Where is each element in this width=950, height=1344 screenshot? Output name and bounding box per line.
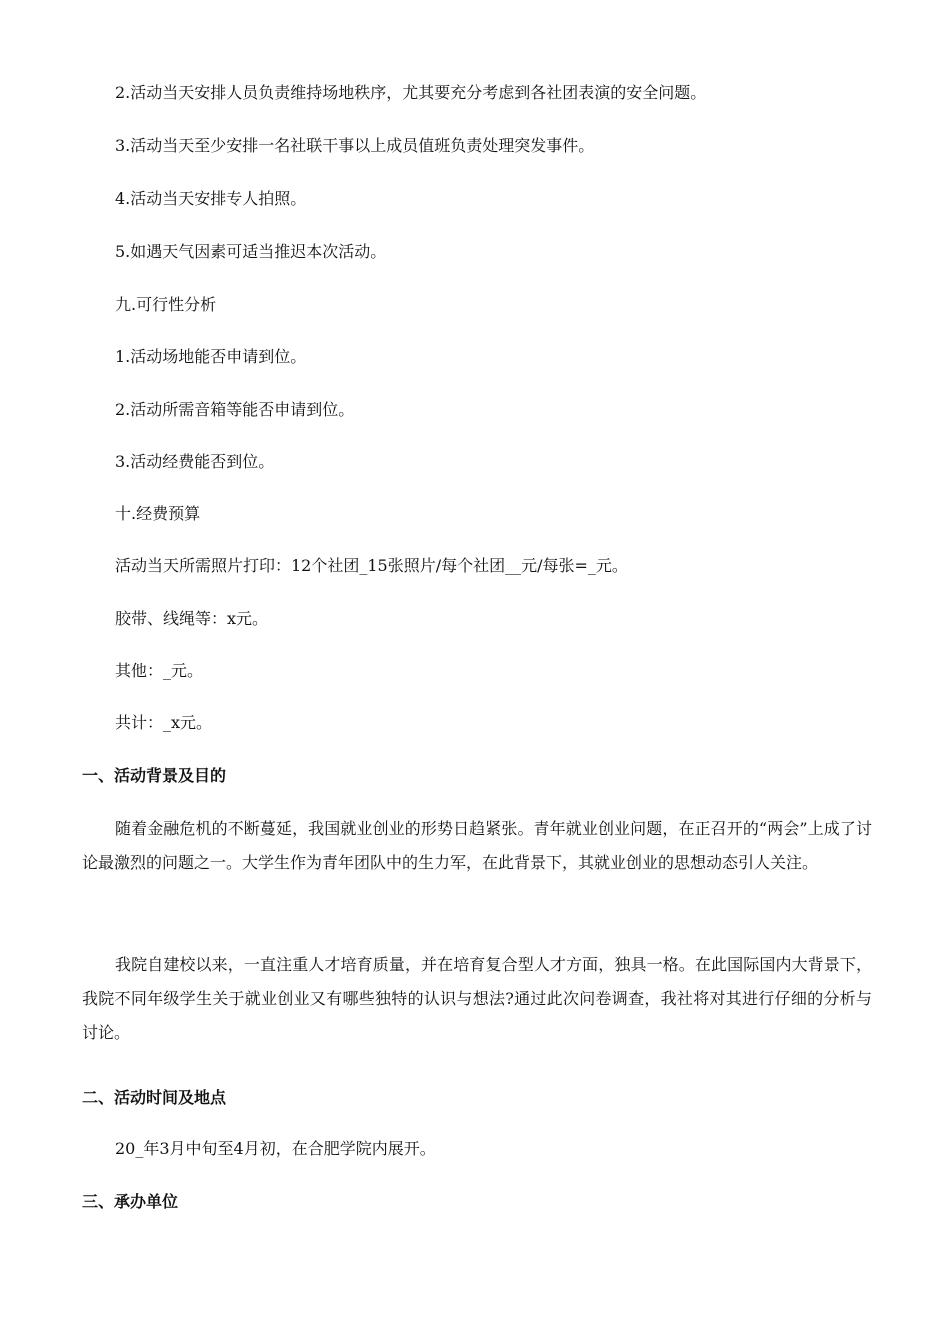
time-place-text: 20_年3月中旬至4月初，在合肥学院内展开。 (115, 1139, 436, 1158)
paragraph-background-2: 我院自建校以来，一直注重人才培育质量，并在培育复合型人才方面，独具一格。在此国际国内大背景下，我院不同年级学生关于就业创业又有哪些独特的认识与想法?通过此次问卷调查，我社将对其进行仔细的分析与讨论。 (82, 955, 872, 1042)
heading-time-place: 二、活动时间及地点 (82, 1088, 227, 1107)
budget-item: 活动当天所需照片打印：12个社团_15张照片/每个社团__元/每张=_元。 (115, 556, 628, 575)
heading-organizer: 三、承办单位 (82, 1192, 179, 1211)
list-item: 3.活动当天至少安排一名社联干事以上成员值班负责处理突发事件。 (115, 136, 595, 155)
list-item: 3.活动经费能否到位。 (115, 452, 275, 471)
list-item: 2.活动当天安排人员负责维持场地秩序，尤其要充分考虑到各社团表演的安全问题。 (115, 83, 707, 102)
budget-total: 共计：_x元。 (115, 713, 213, 732)
budget-item: 胶带、线绳等：x元。 (115, 609, 269, 628)
section-title: 九.可行性分析 (115, 295, 217, 314)
section-title: 十.经费预算 (115, 504, 201, 523)
budget-item: 其他：_元。 (115, 661, 204, 680)
list-item: 2.活动所需音箱等能否申请到位。 (115, 400, 355, 419)
list-item: 1.活动场地能否申请到位。 (115, 347, 307, 366)
list-item: 4.活动当天安排专人拍照。 (115, 189, 307, 208)
heading-background: 一、活动背景及目的 (82, 766, 227, 785)
paragraph-background-1: 随着金融危机的不断蔓延，我国就业创业的形势日趋紧张。青年就业创业问题，在正召开的“两会”上成了讨论最激烈的问题之一。大学生作为青年团队中的生力军，在此背景下，其就业创业的思想动态引人关注。 (82, 819, 872, 872)
list-item: 5.如遇天气因素可适当推迟本次活动。 (115, 242, 387, 261)
